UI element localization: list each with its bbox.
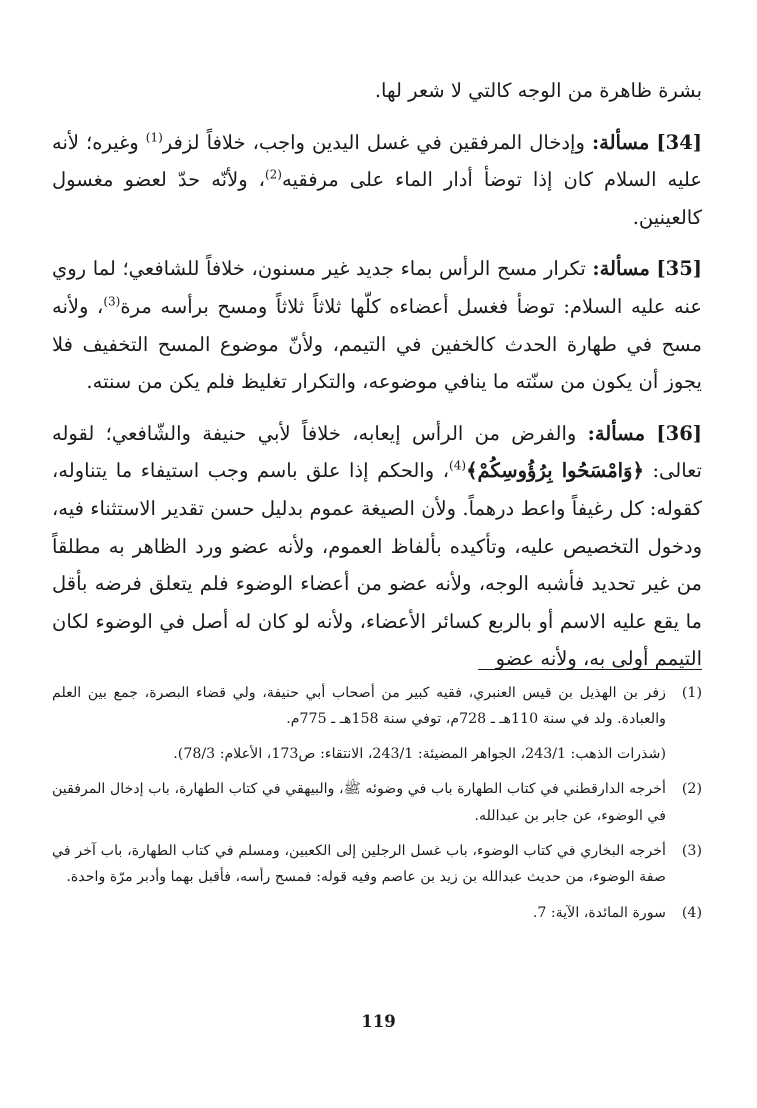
issue-text: وإدخال المرفقين في غسل اليدين واجب، خلافاً لزفر: [162, 130, 592, 154]
page-number: 119: [361, 1012, 396, 1031]
issue-36: [52, 415, 702, 678]
issue-text: ، ولأنه مسح في طهارة الحدث كالخفين في التيمم، ولأنّ موضوع المسح التخفيف فلا يجوز أن يكون من سنّته ما ينافي موضوعه، والتكرار تغليظ فلم يكن من سنته.: [52, 294, 702, 394]
footnotes: [52, 680, 702, 935]
intro-line: بشرة ظاهرة من الوجه كالتي لا شعر لها.: [374, 79, 702, 102]
footnote-sources: (شذرات الذهب: 243/1، الجواهر المضيئة: 243/1، الانتقاء: ص173، الأعلام: 78/3).: [173, 745, 666, 762]
footnote-text: أخرجه البخاري في كتاب الوضوء، باب غسل الرجلين إلى الكعبين، ومسلم في كتاب الطهارة، باب آخر في صفة الوضوء، من حديث عبدالله بن زيد بن عاصم وفيه قوله: فمسح رأسه، فأقبل بهما وأدبر مرّة واحدة.: [52, 843, 666, 886]
footnote-number: (2): [681, 781, 702, 798]
quran-verse: ﴿وَامْسَحُوا بِرُؤُوسِكُمْ﴾: [466, 459, 644, 483]
footnote-ref-1[interactable]: (1): [145, 130, 163, 145]
footnote-1: [52, 680, 702, 767]
issue-text: تكرار مسح الرأس بماء جديد غير مسنون، خلافاً للشافعي؛ لما روي عنه عليه السلام: توضأ فغسل أعضاءه كلّها ثلاثاً ثلاثاً ومسح برأسه مرة: [52, 257, 702, 318]
footnote-ref-3[interactable]: (3): [103, 294, 121, 309]
footnote-ref-2[interactable]: (2): [264, 167, 282, 182]
issue-number: [36]: [656, 421, 702, 445]
issue-35: [52, 250, 702, 400]
issue-text: ، ولأنّه حدّ لعضو مغسول كالعينين.: [52, 168, 702, 229]
main-text: [52, 72, 702, 678]
footnote-text: أخرجه الدارقطني في كتاب الطهارة باب في وضوئه ﷺ، والبيهقي في كتاب الطهارة، باب إدخال المرفقين في الوضوء، عن جابر بن عبدالله.: [52, 781, 666, 824]
footnote-number: (3): [681, 843, 702, 860]
issue-number: [34]: [656, 130, 703, 154]
issue-keyword: مسألة:: [587, 421, 646, 445]
footnote-text: سورة المائدة، الآية: 7.: [532, 904, 666, 921]
footnote-2: [52, 776, 702, 829]
footnote-number: (4): [681, 904, 702, 921]
footnote-number: (1): [681, 685, 702, 701]
issue-34: [52, 124, 702, 237]
issue-keyword: مسألة:: [591, 130, 650, 154]
footnote-ref-4[interactable]: (4): [449, 458, 467, 473]
issue-text: ، والحكم إذا علق باسم وجب استيفاء ما يتناوله، كقوله: كل رغيفاً واعط درهماً. ولأن الصيغة عموم بدليل حسن تقدير الاستثناء فيه، ودخول التخصيص عليه، وتأكيده بألفاظ العموم، ولأنه عضو ورد الظاهر به مطلقاً من غير تحديد فأشبه الوجه، ولأنه عضو من أعضاء الوضوء فلم يتعلق فرضه بأقل ما يقع عليه الاسم أو بالربع كسائر الأعضاء، ولأنه لو كان له أصل في الوضوء لكان التيمم أولى به، ولأنه عضو: [52, 459, 702, 671]
issue-keyword: مسألة:: [592, 257, 650, 281]
issue-text: وغيره؛ لأنه عليه السلام كان إذا توضأ أدار الماء على مرفقيه: [52, 130, 702, 192]
footnote-text: زفر بن الهذيل بن قيس العنبري، فقيه كبير من أصحاب أبي حنيفة، ولي قضاء البصرة، جمع بين العلم والعبادة. ولد في سنة 110هـ ـ 728م، توفي سنة 158هـ ـ 775م.: [52, 685, 666, 728]
issue-text: والفرض من الرأس إيعابه، خلافاً لأبي حنيفة والشّافعي؛ لقوله تعالى:: [52, 421, 702, 483]
footnote-3: [52, 838, 702, 891]
footnote-4: [52, 900, 702, 926]
footnote-divider: [478, 669, 702, 670]
issue-number: [35]: [656, 257, 702, 281]
